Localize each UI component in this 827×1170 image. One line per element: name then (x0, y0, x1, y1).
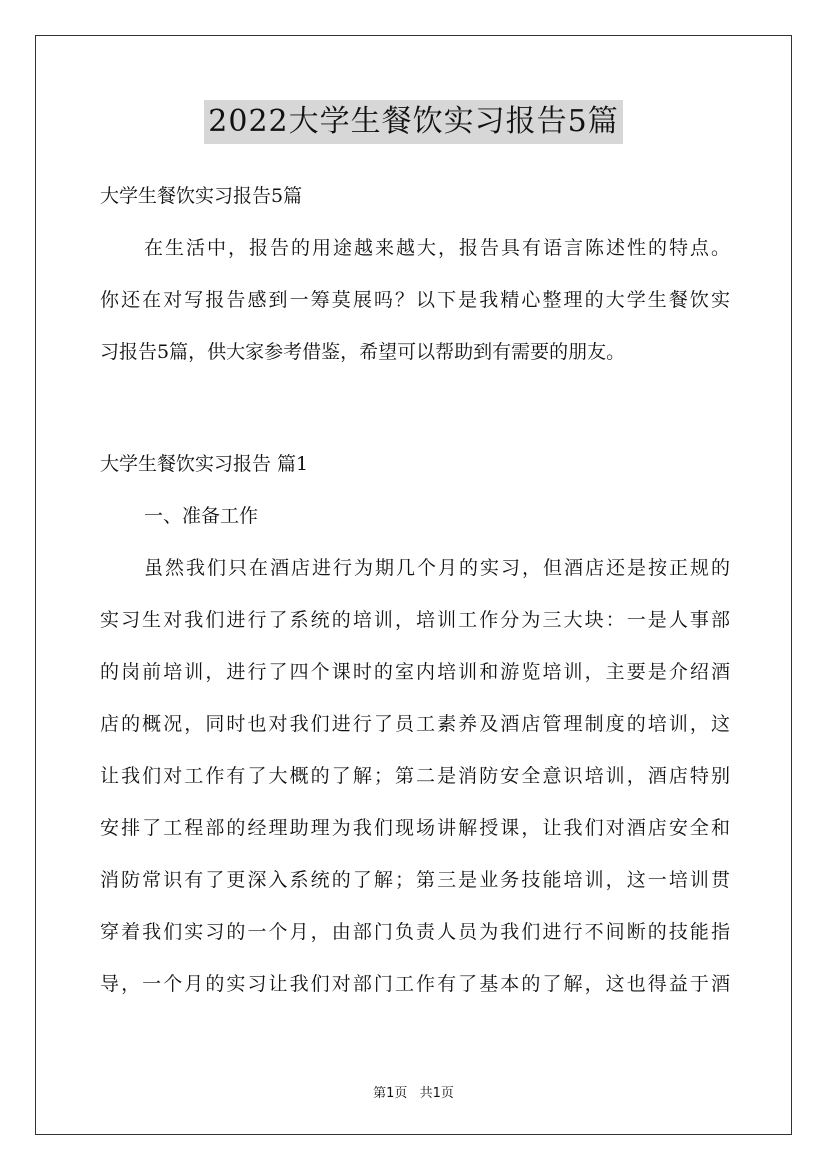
page-number: 第1页 (373, 1086, 408, 1101)
intro-line: 在生活中，报告的用途越来越大，报告具有语言陈述性的特点。 (144, 237, 730, 259)
body-line: 穿着我们实习的一个月，由部门负责人员为我们进行不间断的技能指 (100, 921, 730, 943)
document-subtitle: 大学生餐饮实习报告5篇 (100, 185, 303, 207)
intro-line: 习报告5篇，供大家参考借鉴，希望可以帮助到有需要的朋友。 (100, 341, 626, 363)
page-footer (0, 1082, 827, 1101)
body-line: 的岗前培训，进行了四个课时的室内培训和游览培训，主要是介绍酒 (100, 661, 730, 683)
body-line: 虽然我们只在酒店进行为期几个月的实习，但酒店还是按正规的 (144, 557, 730, 579)
body-line: 消防常识有了更深入系统的了解；第三是业务技能培训，这一培训贯 (100, 869, 730, 891)
body-line: 导，一个月的实习让我们对部门工作有了基本的了解，这也得益于酒 (100, 973, 730, 995)
body-line: 让我们对工作有了大概的了解；第二是消防安全意识培训，酒店特别 (100, 765, 730, 787)
section-subheading: 一、准备工作 (144, 505, 259, 527)
spacer (100, 378, 730, 438)
section-heading: 大学生餐饮实习报告 篇1 (100, 453, 309, 475)
document-title-text: 2022大学生餐饮实习报告5篇 (204, 100, 622, 144)
body-line: 安排了工程部的经理助理为我们现场讲解授课，让我们对酒店安全和 (100, 817, 730, 839)
body-line: 店的概况，同时也对我们进行了员工素养及酒店管理制度的培训，这 (100, 713, 730, 735)
body-line: 实习生对我们进行了系统的培训，培训工作分为三大块：一是人事部 (100, 609, 730, 631)
page-total: 共1页 (419, 1086, 454, 1101)
document-body (100, 170, 730, 1010)
document-title (0, 100, 827, 144)
intro-line: 你还在对写报告感到一筹莫展吗？以下是我精心整理的大学生餐饮实 (100, 289, 730, 311)
